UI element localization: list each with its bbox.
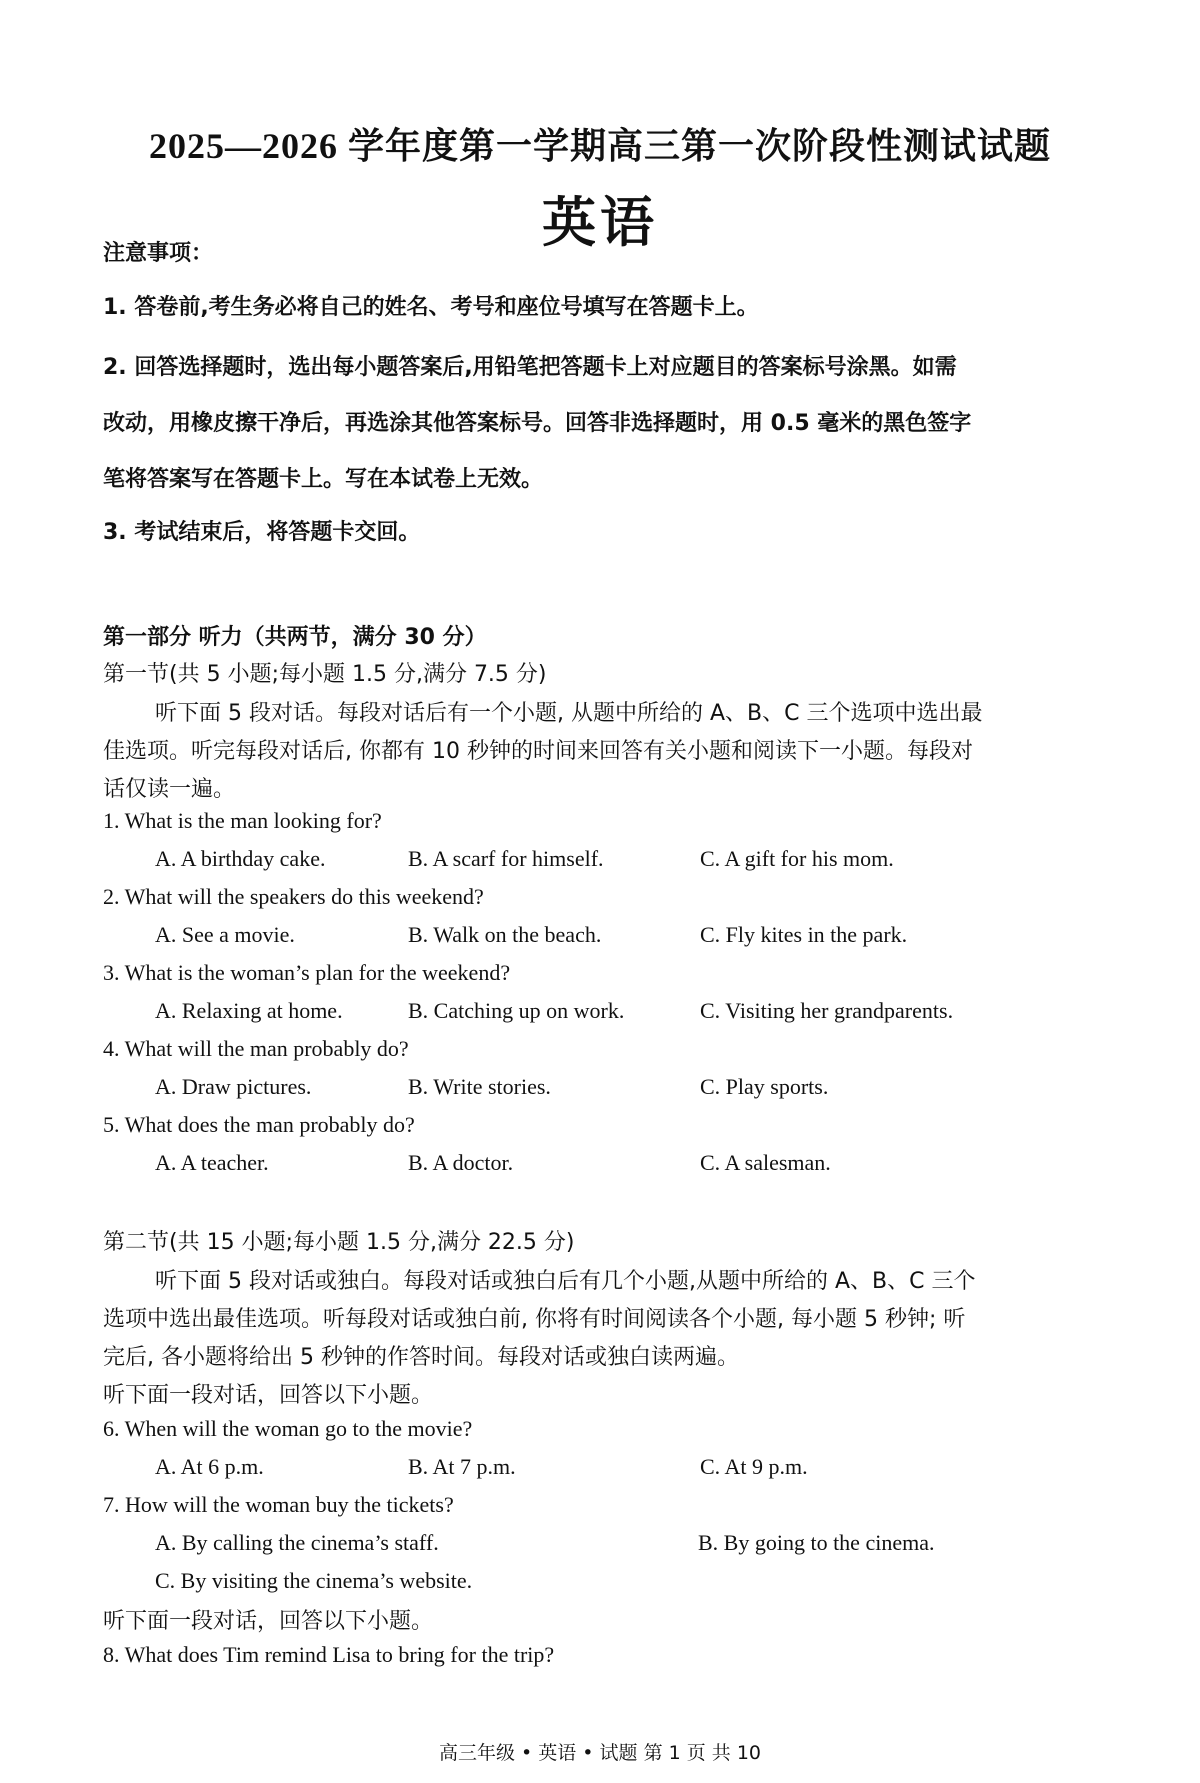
section-heading: 第二节(共 15 小题;每小题 1.5 分,满分 22.5 分): [103, 1230, 575, 1255]
question: 8. What does Tim remind Lisa to bring for the trip?: [103, 1642, 555, 1667]
option-a: A. A teacher.: [155, 1150, 269, 1175]
option-a: A. Draw pictures.: [155, 1074, 312, 1099]
option-a: A. A birthday cake.: [155, 846, 326, 871]
listening-prompt: 听下面一段对话，回答以下小题。: [103, 1383, 434, 1408]
question: 5. What does the man probably do?: [103, 1112, 415, 1137]
option-c: C. Fly kites in the park.: [700, 922, 908, 947]
option-a: A. Relaxing at home.: [155, 998, 343, 1023]
question: 1. What is the man looking for?: [103, 808, 382, 833]
notice-line: 1. 答卷前,考生务必将自己的姓名、考号和座位号填写在答题卡上。: [103, 295, 759, 320]
page-footer: 高三年级 • 英语 • 试题 第 1 页 共 10: [438, 1742, 762, 1764]
notice-line: 2. 回答选择题时，选出每小题答案后,用铅笔把答题卡上对应题目的答案标号涂黑。如需: [103, 355, 957, 380]
option-c: C. By visiting the cinema’s website.: [155, 1568, 473, 1593]
question: 7. How will the woman buy the tickets?: [103, 1492, 454, 1517]
notice-line: 改动，用橡皮擦干净后，再选涂其他答案标号。回答非选择题时，用 0.5 毫米的黑色签字: [103, 411, 972, 436]
question: 4. What will the man probably do?: [103, 1036, 409, 1061]
instruction-line: 选项中选出最佳选项。听每段对话或独白前, 你将有时间阅读各个小题, 每小题 5 秒钟; 听: [103, 1307, 966, 1332]
instruction-line: 听下面 5 段对话或独白。每段对话或独白后有几个小题,从题中所给的 A、B、C 三个: [155, 1269, 976, 1294]
part-heading: 第一部分 听力（共两节，满分 30 分）: [103, 625, 487, 650]
question: 6. When will the woman go to the movie?: [103, 1416, 473, 1441]
option-b: B. Catching up on work.: [408, 998, 625, 1023]
instruction-line: 话仅读一遍。: [103, 777, 236, 802]
option-a: A. By calling the cinema’s staff.: [155, 1530, 439, 1555]
question: 3. What is the woman’s plan for the weekend?: [103, 960, 511, 985]
option-a: A. See a movie.: [155, 922, 295, 947]
option-b: B. Write stories.: [408, 1074, 551, 1099]
listening-prompt: 听下面一段对话，回答以下小题。: [103, 1609, 434, 1634]
instruction-line: 听下面 5 段对话。每段对话后有一个小题, 从题中所给的 A、B、C 三个选项中选出最: [155, 701, 983, 726]
subject-title: 英语: [542, 193, 658, 253]
section-heading: 第一节(共 5 小题;每小题 1.5 分,满分 7.5 分): [103, 662, 547, 687]
option-c: C. Visiting her grandparents.: [700, 998, 954, 1023]
notice-line: 笔将答案写在答题卡上。写在本试卷上无效。: [103, 467, 544, 492]
option-b: B. A scarf for himself.: [408, 846, 604, 871]
option-c: C. Play sports.: [700, 1074, 829, 1099]
question: 2. What will the speakers do this weekend?: [103, 884, 484, 909]
option-c: C. A salesman.: [700, 1150, 831, 1175]
instruction-line: 完后, 各小题将给出 5 秒钟的作答时间。每段对话或独白读两遍。: [103, 1345, 739, 1370]
option-c: C. A gift for his mom.: [700, 846, 894, 871]
option-b: B. By going to the cinema.: [698, 1530, 935, 1555]
option-b: B. At 7 p.m.: [408, 1454, 516, 1479]
instruction-line: 佳选项。听完每段对话后, 你都有 10 秒钟的时间来回答有关小题和阅读下一小题。每段对: [103, 739, 973, 764]
exam-title: 2025—2026 学年度第一学期高三第一次阶段性测试试题: [148, 126, 1051, 166]
option-b: B. Walk on the beach.: [408, 922, 602, 947]
option-c: C. At 9 p.m.: [700, 1454, 808, 1479]
option-b: B. A doctor.: [408, 1150, 514, 1175]
option-a: A. At 6 p.m.: [155, 1454, 264, 1479]
notice-line: 3. 考试结束后，将答题卡交回。: [103, 520, 421, 545]
notice-heading: 注意事项：: [103, 241, 214, 266]
